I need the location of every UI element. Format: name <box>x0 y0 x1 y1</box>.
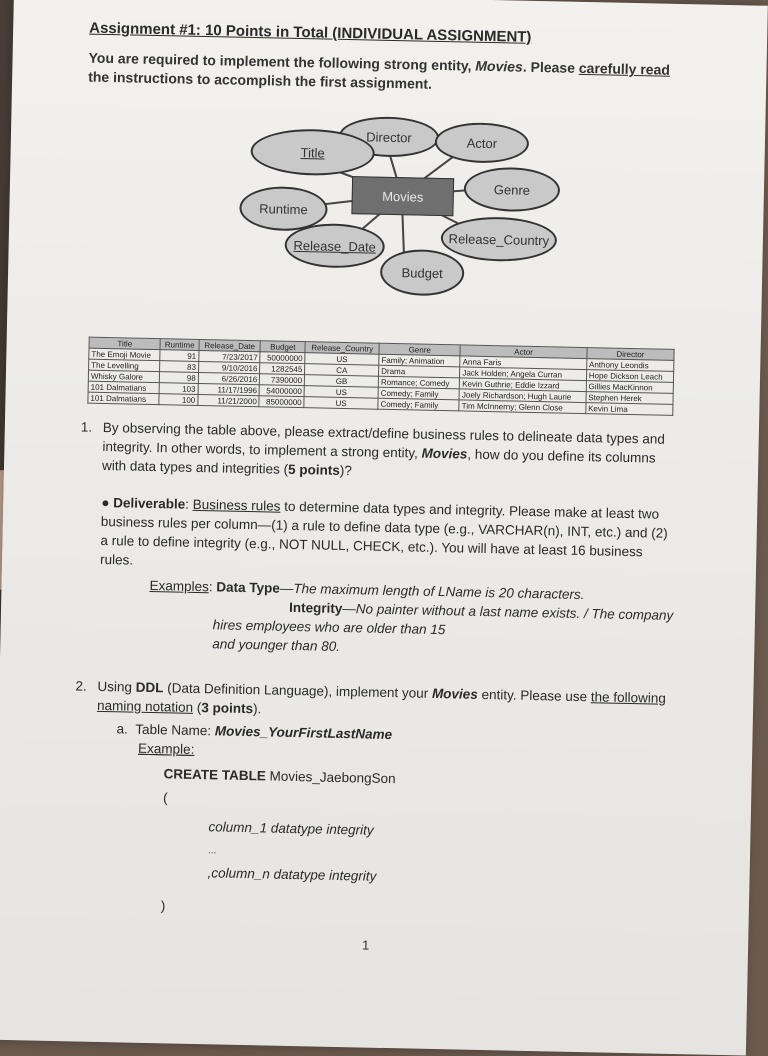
cell: Family; Animation <box>379 354 460 367</box>
q1-points: 5 points <box>287 461 341 478</box>
cell: Comedy; Family <box>378 398 459 411</box>
q1-text-b: , how do you define its columns with data types and integrities ( <box>101 446 656 477</box>
intro-text-c: the instructions to accomplish the first assignment. <box>88 68 433 92</box>
cell: 11/21/2000 <box>198 394 260 406</box>
q1-text-c: )? <box>339 462 353 479</box>
er-diagram <box>83 109 687 322</box>
attr-release-date-label: Release_Date <box>293 237 377 255</box>
cell: US <box>305 353 379 366</box>
page-content <box>71 19 690 953</box>
cell: 100 <box>159 394 198 406</box>
col-genre: Genre <box>379 343 460 356</box>
cell: Kevin Guthrie; Eddie Izzard <box>460 378 587 392</box>
deliverable-text: to determine data types and integrity. Please make at least two business rules per column—(1) a rule to define data type (e.g., VARCHAR(n), INT, etc.) and (2) a rule to define integrity (e.g., NOT NULL, CHECK, etc.). You will have at least 16 business rules. <box>99 498 668 568</box>
title-emphasis: (INDIVIDUAL ASSIGNMENT) <box>332 24 532 46</box>
data-type-label: Data Type <box>216 579 281 596</box>
open-paren: ( <box>162 790 168 806</box>
cell: 54000000 <box>259 385 304 397</box>
cell: Joely Richardson; Hugh Laurie <box>459 389 586 403</box>
attr-title-label: Title <box>300 144 325 161</box>
cell: 98 <box>160 372 199 384</box>
examples-colon: : <box>208 579 217 595</box>
cell: Gillies MacKinnon <box>586 381 673 394</box>
cell: 7/23/2017 <box>199 350 261 362</box>
sub-item-a <box>116 719 675 769</box>
deliverable <box>100 493 679 581</box>
cell: 1282545 <box>260 363 305 375</box>
col-actor: Actor <box>460 345 587 359</box>
q2-text-a: Using <box>97 678 136 695</box>
cell: Hope Dickson Leach <box>586 370 673 383</box>
question-2 <box>71 676 676 927</box>
intro-paragraph <box>88 49 689 100</box>
col-budget: Budget <box>260 341 305 353</box>
attr-actor-label: Actor <box>466 135 498 151</box>
cell: 85000000 <box>259 396 304 408</box>
cell: 101 Dalmatians <box>88 392 160 404</box>
integrity-label: Integrity <box>288 599 343 617</box>
cell: Jack Holden; Angela Curran <box>460 367 587 381</box>
cell: Stephen Herek <box>586 392 673 405</box>
intro-text-a: You are required to implement the following strong entity, <box>88 49 476 74</box>
sql-example <box>161 764 674 927</box>
cell: 50000000 <box>260 352 305 364</box>
cell: Anna Faris <box>460 356 587 370</box>
intro-underlined: carefully read <box>578 59 671 78</box>
create-table-name: Movies_JaebongSon <box>265 768 396 787</box>
examples-label: Examples <box>149 577 209 595</box>
cell: Anthony Leondis <box>586 359 673 372</box>
examples <box>148 576 677 663</box>
q2-ddl: DDL <box>135 679 164 696</box>
ellipsis: ... <box>207 845 217 857</box>
title-prefix: Assignment #1: 10 Points in Total <box>89 19 333 42</box>
attr-release-country-label: Release_Country <box>448 230 550 248</box>
question-1 <box>76 417 681 663</box>
attr-genre-label: Genre <box>493 181 531 198</box>
q2-text-c: entity. Please use <box>477 686 591 705</box>
q2-underlined: the following naming notation <box>96 689 667 715</box>
deliverable-label: Deliverable <box>113 495 186 512</box>
q2-entity: Movies <box>431 685 478 702</box>
q2-text-d: ( <box>192 699 202 716</box>
col-runtime: Runtime <box>160 339 199 351</box>
deliverable-colon: : <box>185 496 193 512</box>
q1-entity: Movies <box>421 445 468 462</box>
q2-text-e: ). <box>252 701 262 717</box>
cell: US <box>304 397 378 410</box>
movies-table <box>87 337 674 416</box>
q1-text-a: By observing the table above, please extract/define business rules to delineate data types and integrity. In other words, to implement a strong entity, <box>102 419 666 461</box>
sub-a-label: a. <box>116 721 128 737</box>
question-1-text <box>80 418 681 487</box>
cell: Romance; Comedy <box>378 376 459 389</box>
cell: US <box>304 386 378 399</box>
col-title: Title <box>89 337 161 349</box>
cell: Comedy; Family <box>378 387 459 400</box>
integrity-continued: hires employees who are older than 15 and younger than 80. <box>212 617 446 654</box>
cell: 7390000 <box>260 374 305 386</box>
integrity-text: —No painter without a last name exists. / The company <box>342 601 674 623</box>
question-2-number: 2. <box>75 678 87 694</box>
cell: 103 <box>159 383 198 395</box>
cell: Whisky Galore <box>88 370 160 382</box>
sub-a-name: Movies_YourFirstLastName <box>214 723 393 743</box>
cell: Kevin Lima <box>586 403 673 416</box>
cell: 9/10/2016 <box>198 361 260 373</box>
col-release-country: Release_Country <box>305 342 379 355</box>
cell: 83 <box>160 361 199 373</box>
cell: CA <box>305 364 379 377</box>
cell: The Levelling <box>89 359 161 371</box>
entity-movies <box>351 176 454 216</box>
cell: GB <box>305 375 379 388</box>
question-2-text <box>75 677 676 727</box>
col-director: Director <box>587 348 674 361</box>
cell: Drama <box>379 365 460 378</box>
create-keyword: CREATE TABLE <box>163 766 267 784</box>
data-type-text: —The maximum length of LName is 20 characters. <box>279 580 585 603</box>
question-1-number: 1. <box>80 419 93 435</box>
page-number: 1 <box>361 937 370 953</box>
sub-a-text: Table Name: <box>135 721 216 739</box>
q2-text-b: (Data Definition Language), implement your <box>163 680 433 701</box>
cell: 91 <box>160 350 199 362</box>
cell: Tim McInnerny; Glenn Close <box>459 400 586 414</box>
attr-budget-label: Budget <box>401 264 443 281</box>
cell: 6/26/2016 <box>198 372 260 384</box>
assignment-title <box>89 20 689 50</box>
bullet-icon: ● <box>101 494 114 511</box>
col-release-date: Release_Date <box>199 339 261 351</box>
q2-points: 3 points <box>201 700 254 717</box>
intro-entity: Movies <box>475 57 523 75</box>
cell: 11/17/1996 <box>198 383 260 395</box>
attr-runtime-label: Runtime <box>259 200 308 217</box>
example-label: Example: <box>137 740 195 757</box>
deliverable-underlined: Business rules <box>192 496 281 514</box>
cell: 101 Dalmatians <box>88 381 160 393</box>
close-paren: ) <box>160 898 166 914</box>
column-n-line: ,column_n datatype integrity <box>207 865 377 884</box>
entity-label: Movies <box>382 188 424 205</box>
attr-director-label: Director <box>366 128 412 145</box>
column-1-line: column_1 datatype integrity <box>208 819 374 838</box>
intro-text-b: . Please <box>522 58 580 76</box>
cell: The Emoji Movie <box>89 348 161 360</box>
